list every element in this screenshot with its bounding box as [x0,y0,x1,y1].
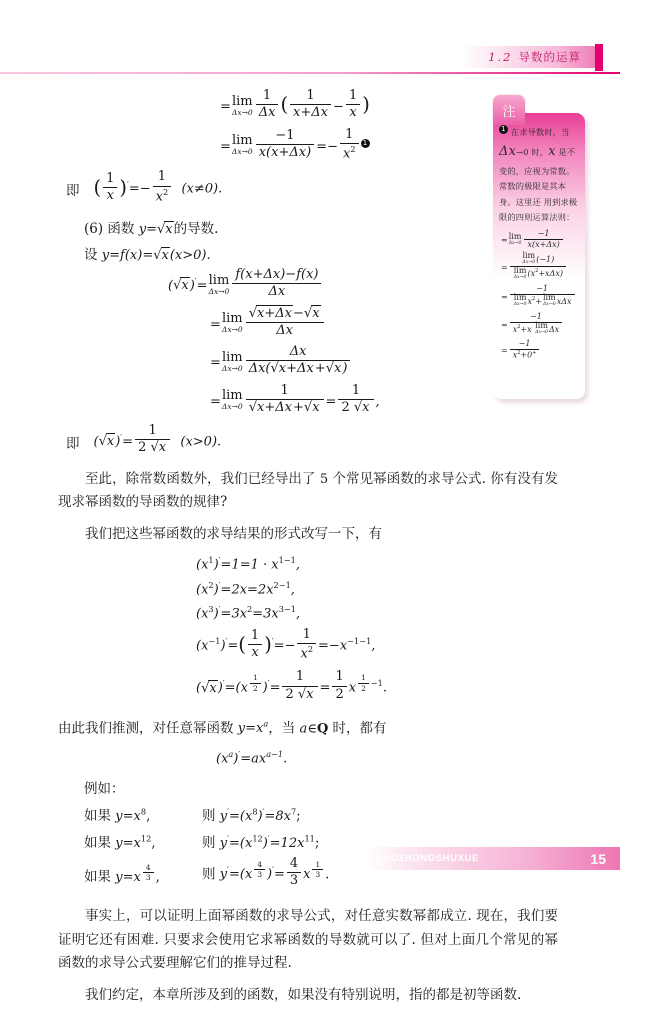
footer-page-number: 15 [590,850,606,867]
header-divider-rule [0,72,620,74]
section-6-setup: 设 y=f(x)=√x(x>0). [84,247,211,264]
header-section-title: 导数的运算 [518,50,581,64]
page-content [58,84,558,1016]
footer-band [365,847,620,870]
conclusion-sqrt-formula: (√x)′= $\frac{1}{2 √x}$ (x>0). [93,423,222,456]
paragraph-inference: 由此我们推测，对任意幂函数 $y=x^a$，当 a∈Q 时，都有 [58,718,387,737]
note-tab-label: 注 [502,104,516,120]
header-section-label [488,49,581,65]
note-step-5: = $\frac{-1}{x^2+0^+}$ [499,340,579,362]
header-section-number: 1.2 [488,50,513,64]
power-rule-4: $(x^{-1})'=$( $\frac{1}{x}$ )′=− $\frac{1}{x^2}$ $=-x^{-1-1}$, [196,626,376,662]
note-step-3: = −1 lim Δx→0 $x^2+$ lim Δx→0 xΔx [499,285,579,310]
derivation-sqrt-line-4: = lim Δx→0 $\frac{1}{√x+\Delta x+√x}$ = $\frac{1}{2 √x}$ , [210,382,380,415]
power-rule-5: (√x)′=(x $^{\frac{1}{2}}$ )′= $\frac{1}{2 √x}$ = $\frac{1}{2}$ x $^{\frac{1}{2} -1}$. [196,669,387,702]
power-rule-3: $(x^3)'=3x^2=3x^{3-1}$, [196,604,301,622]
power-rule-2: $(x^2)'=2x=2x^{2-1}$, [196,579,295,598]
paragraph-proof-note: 事实上，可以证明上面幂函数的求导公式，对任意实数幂都成立. 现在，我们要证明它还有困难. 只要求会使用它求幂函数的导数就可以了. 但对上面几个常见的幂函数的求导公式要理解它们的推导过程. [58,908,558,971]
conclusion-inverse-label: 即 [66,183,80,200]
power-rule-list [58,555,558,704]
note-step-4: = −1 $x^2+x$ lim Δx→0 Δx [499,313,579,338]
note-marker-icon: 1 [499,125,508,134]
derivation-inverse-line-2: = lim Δx→0 $\frac{-1}{x(x+\Delta x)}$ =− $\frac{1}{x^2}$ 1 [58,129,558,165]
conclusion-sqrt-label: 即 [66,435,80,452]
example-result: 则 $y'=(x^8)'=8x^7$; [202,806,301,824]
paragraph-convention: 我们约定，本章所涉及到的函数，如果没有特别说明，指的都是初等函数. [85,986,522,1003]
examples-block [84,777,558,892]
derivation-sqrt-line-2: = lim Δx→0 $\frac{√x+\Delta x-√x}{\Delta x}$ [58,308,558,342]
derivation-sqrt-line-3: = lim Δx→0 $\frac{\Delta x}{\Delta x(√x+\Delta x+√x)}$ [58,346,558,380]
paragraph-rewrite: 我们把这些幂函数的求导结果的形式改写一下，有 [85,526,382,543]
header-section-band [462,46,595,68]
example-result: 则 y′=(x $^{\frac{4}{3}}$ )′= $\frac{4}{3}$ x $^{\frac{1}{3}}$ . [202,855,330,889]
page-header [0,46,650,76]
page-footer [0,844,650,870]
derivation-inverse-block [58,90,558,164]
conclusion-inverse-row [66,171,558,207]
examples-label: 例如： [84,780,125,797]
example-given: 如果 $y=x^8$, [84,806,151,824]
general-power-rule: $(x^a)'=ax^{a-1}$. [216,749,288,767]
note-body-text: 1 在求导数时，当 Δx→0 时，x 是不变的，应视为常数。 常数的极限是其本身。这里还 用到求极限的四则运算法则： [499,125,578,222]
note-step-1: = lim Δx→0 $\frac{-1}{x(x+\Delta x)}$ [499,230,579,251]
conclusion-sqrt-row [66,425,558,459]
footer-brand-label: GAOZHONGSHUXUE [375,853,479,864]
conclusion-inverse-formula: ( $\frac{1}{x}$ )′=− $\frac{1}{x^2}$ (x≠0). [93,169,223,204]
section-6-heading: (6) 函数 y=√x的导数. [84,221,219,238]
note-derivation-steps [499,230,579,362]
example-result: 则 $y'=(x^{12})'=12x^{11}$; [202,833,320,851]
note-tab [493,95,525,125]
example-given: 如果 y=x $^{\frac{4}{3}}$ , [84,862,160,886]
example-given: 如果 $y=x^{12}$, [84,833,156,851]
derivation-inverse-line-1: = lim Δx→0 $\frac{1}{\Delta x}$ ( $\frac{1}{x+\Delta x}$ − $\frac{1}{x}$ ) [220,88,370,121]
example-item [84,804,558,824]
note-step-2: = lim Δx→0 (−1) lim Δx→0 $(x^2+x\Delta x)$ [499,254,579,282]
derivation-sqrt-block [58,269,558,418]
note-box [493,113,585,399]
paragraph-summary: 至此，除常数函数外，我们已经导出了 5 个常见幂函数的求导公式. 你有没有发现求幂函数的导函数的规律? [58,470,558,511]
footnote-marker-icon: 1 [361,139,370,148]
header-accent-bar [595,44,603,71]
derivation-sqrt-line-1: (√x)′= lim Δx→0 $\frac{f(x+\Delta x)-f(x)}{\Delta x}$ [58,269,558,303]
power-rule-1: $(x^1)'=1=1 \cdot x^{1-1}$, [196,555,301,573]
